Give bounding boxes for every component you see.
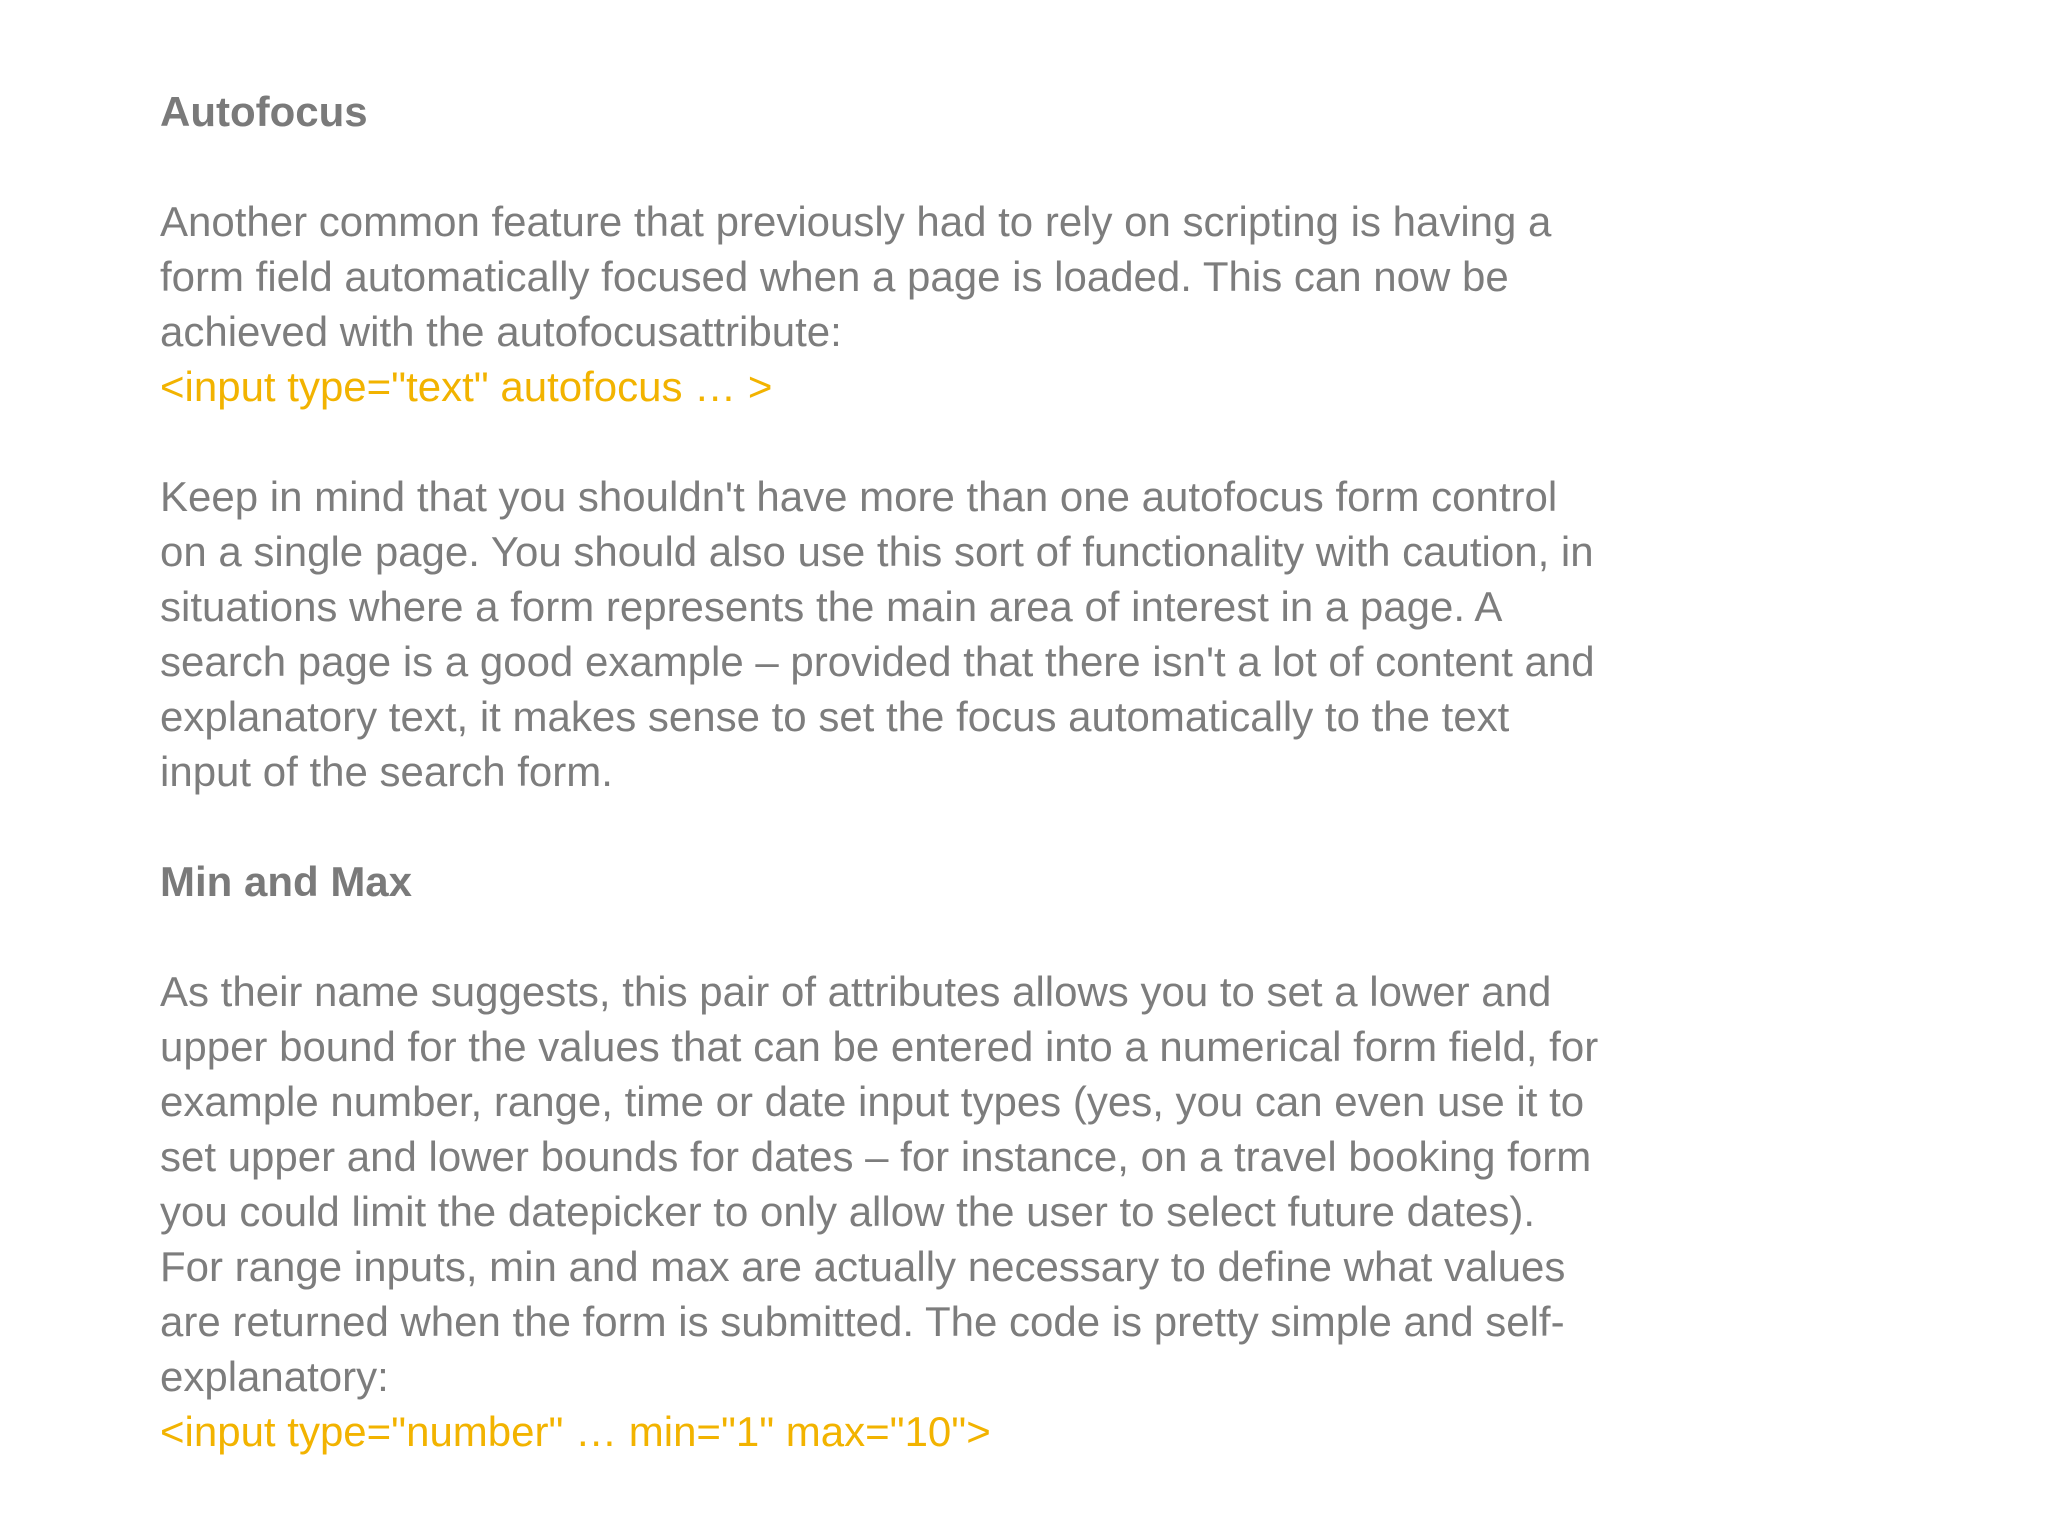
- spacer: [160, 414, 1760, 469]
- spacer: [160, 799, 1760, 854]
- text-line: on a single page. You should also use this sort of functionality with caution, in: [160, 528, 1594, 575]
- text-line: achieved with the autofocusattribute:: [160, 308, 842, 355]
- text-line: are returned when the form is submitted. The code is pretty simple and self-: [160, 1298, 1565, 1345]
- code-snippet-min-max: <input type="number" … min="1" max="10">: [160, 1408, 991, 1455]
- text-line: Keep in mind that you shouldn't have more than one autofocus form control: [160, 473, 1558, 520]
- text-line: situations where a form represents the main area of interest in a page. A: [160, 583, 1503, 630]
- code-snippet-autofocus: <input type="text" autofocus … >: [160, 363, 773, 410]
- paragraph-autofocus-caution: [160, 469, 1760, 799]
- heading-autofocus: Autofocus: [160, 88, 368, 135]
- text-line: input of the search form.: [160, 748, 613, 795]
- text-line: search page is a good example – provided that there isn't a lot of content and: [160, 638, 1595, 685]
- text-line: As their name suggests, this pair of attributes allows you to set a lower and: [160, 968, 1552, 1015]
- text-line: form field automatically focused when a page is loaded. This can now be: [160, 253, 1509, 300]
- paragraph-min-max: [160, 964, 1760, 1404]
- text-line: explanatory text, it makes sense to set the focus automatically to the text: [160, 693, 1510, 740]
- text-line: For range inputs, min and max are actually necessary to define what values: [160, 1243, 1566, 1290]
- text-line: explanatory:: [160, 1353, 389, 1400]
- text-line: Another common feature that previously had to rely on scripting is having a: [160, 198, 1552, 245]
- document-content: [160, 84, 1760, 1459]
- text-line: set upper and lower bounds for dates – for instance, on a travel booking form: [160, 1133, 1592, 1180]
- text-line: upper bound for the values that can be entered into a numerical form field, for: [160, 1023, 1599, 1070]
- paragraph-autofocus-intro: [160, 194, 1760, 359]
- spacer: [160, 909, 1760, 964]
- heading-min-and-max: Min and Max: [160, 858, 413, 905]
- text-line: you could limit the datepicker to only allow the user to select future dates).: [160, 1188, 1536, 1235]
- text-line: example number, range, time or date input types (yes, you can even use it to: [160, 1078, 1585, 1125]
- spacer: [160, 139, 1760, 194]
